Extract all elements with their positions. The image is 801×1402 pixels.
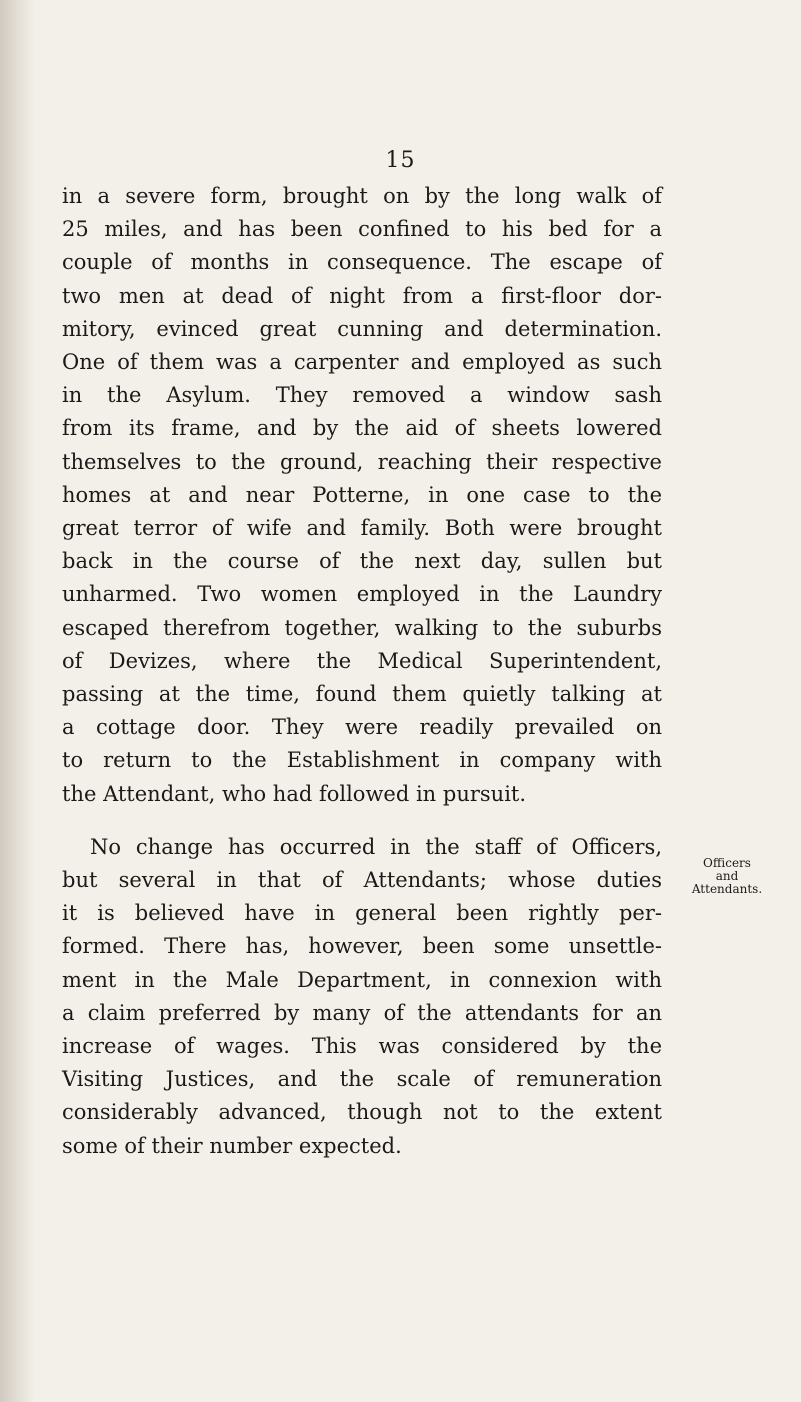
text-line: formed. There has, however, been some unsettle-	[62, 934, 662, 959]
text-line: themselves to the ground, reaching their respective	[62, 449, 662, 474]
text-line: a claim preferred by many of the attendants for an	[62, 1000, 662, 1025]
text-line: unharmed. Two women employed in the Laundry	[62, 582, 662, 607]
text-line: mitory, evinced great cunning and determination.	[62, 316, 662, 341]
paragraph-1	[62, 180, 662, 811]
page-spine-shadow	[0, 0, 36, 1402]
text-line: the Attendant, who had followed in pursuit.	[62, 781, 527, 806]
text-line: Visiting Justices, and the scale of remuneration	[62, 1067, 662, 1092]
text-line: some of their number expected.	[62, 1133, 402, 1158]
text-line: in the Asylum. They removed a window sash	[62, 383, 662, 408]
text-line: it is believed have in general been rightly per-	[62, 901, 662, 926]
text-line: in a severe form, brought on by the long walk of	[62, 184, 662, 208]
text-line: No change has occurred in the staff of Officers,	[90, 834, 662, 859]
text-line: homes at and near Potterne, in one case to the	[62, 482, 662, 507]
text-line: back in the course of the next day, sullen but	[62, 549, 662, 574]
text-line: escaped therefrom together, walking to the suburbs	[62, 615, 662, 640]
text-line: to return to the Establishment in company with	[62, 748, 662, 773]
text-line: 25 miles, and has been confined to his bed for a	[62, 217, 662, 242]
paragraph-gap	[62, 811, 662, 831]
margin-note-line: Attendants.	[691, 882, 763, 896]
text-line: passing at the time, found them quietly talking at	[62, 682, 662, 707]
body-text	[62, 180, 662, 1163]
margin-note	[672, 857, 782, 896]
text-line: from its frame, and by the aid of sheets lowered	[62, 416, 662, 441]
text-line: of Devizes, where the Medical Superintendent,	[62, 648, 662, 673]
text-line: two men at dead of night from a first-floor dor-	[62, 283, 662, 308]
text-line: ment in the Male Department, in connexion with	[62, 967, 662, 992]
text-line: One of them was a carpenter and employed as such	[62, 350, 662, 375]
text-line: great terror of wife and family. Both were brought	[62, 516, 662, 541]
paragraph-2	[62, 831, 662, 1163]
text-line: couple of months in consequence. The escape of	[62, 250, 662, 275]
margin-note-line: and	[715, 869, 739, 883]
text-line: but several in that of Attendants; whose duties	[62, 868, 662, 893]
margin-note-line: Officers	[703, 856, 751, 870]
text-line: increase of wages. This was considered by the	[62, 1034, 662, 1059]
text-line: considerably advanced, though not to the extent	[62, 1100, 662, 1125]
text-line: a cottage door. They were readily prevailed on	[62, 715, 662, 740]
page-number: 15	[385, 148, 416, 173]
